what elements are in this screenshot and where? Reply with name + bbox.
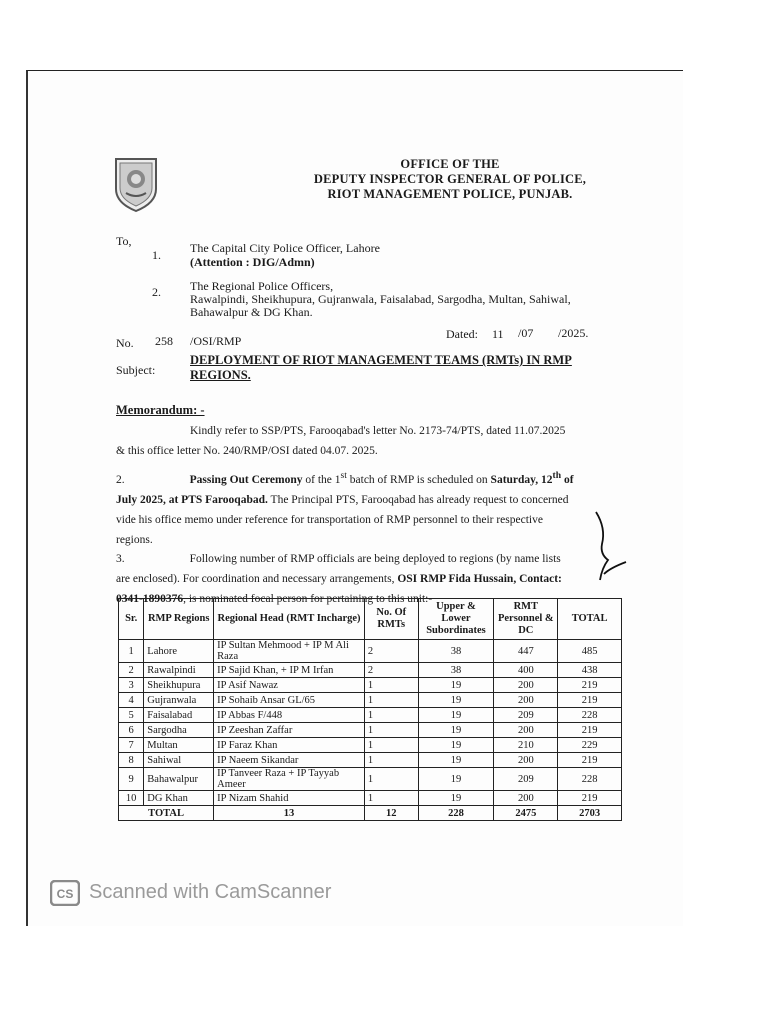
cell-regional-head: IP Nizam Shahid bbox=[214, 791, 365, 806]
cell-total: 219 bbox=[558, 791, 622, 806]
office-header bbox=[300, 157, 600, 202]
cell-region: Faisalabad bbox=[144, 708, 214, 723]
cell-total: 228 bbox=[558, 768, 622, 791]
dated-month: /07 bbox=[518, 326, 534, 340]
cell-no-of-rmts: 2 bbox=[364, 663, 418, 678]
cell-sr: 10 bbox=[119, 791, 144, 806]
cell-subordinates: 19 bbox=[418, 708, 494, 723]
cell-sr: 9 bbox=[119, 768, 144, 791]
recipient-2-line-1: The Regional Police Officers, bbox=[190, 279, 334, 293]
cell-sr: 1 bbox=[119, 640, 144, 663]
cell-rmt-personnel: 447 bbox=[494, 640, 558, 663]
cell-region: Sahiwal bbox=[144, 753, 214, 768]
cell-regional-head: IP Sajid Khan, + IP M Irfan bbox=[214, 663, 365, 678]
recipient-1-number: 1. bbox=[152, 248, 161, 262]
paragraph-2 bbox=[116, 466, 594, 550]
dated-year: /2025. bbox=[558, 326, 589, 340]
header-line-2: DEPUTY INSPECTOR GENERAL OF POLICE, bbox=[313, 172, 587, 186]
paragraph-1 bbox=[116, 421, 594, 461]
header-total: TOTAL bbox=[558, 599, 622, 640]
para2-sup-1: st bbox=[340, 470, 347, 481]
header-line-3: RIOT MANAGEMENT POLICE, PUNJAB. bbox=[327, 187, 573, 201]
cell-sr: 3 bbox=[119, 678, 144, 693]
table-body bbox=[119, 640, 622, 806]
to-label: To, bbox=[116, 234, 132, 248]
table-total-row bbox=[119, 806, 622, 821]
cell-total: 219 bbox=[558, 753, 622, 768]
cell-rmt-personnel: 200 bbox=[494, 791, 558, 806]
cell-rmt-personnel: 200 bbox=[494, 693, 558, 708]
para2-bold-3: of bbox=[561, 473, 574, 486]
cell-regional-head: IP Tanveer Raza + IP Tayyab Ameer bbox=[214, 768, 365, 791]
cell-total: 485 bbox=[558, 640, 622, 663]
para3-line-1 bbox=[116, 549, 594, 569]
cell-rmt-personnel: 210 bbox=[494, 738, 558, 753]
ref-no-number: 258 bbox=[155, 334, 173, 348]
cell-regional-head: IP Sultan Mehmood + IP M Ali Raza bbox=[214, 640, 365, 663]
para2-bold-4: July 2025, at PTS Farooqabad. bbox=[116, 493, 268, 506]
cell-rmt-personnel: 200 bbox=[494, 678, 558, 693]
para2-number: 2. bbox=[116, 473, 125, 486]
cell-rmt-personnel: 200 bbox=[494, 723, 558, 738]
para3-bold-2: 0341-1890376 bbox=[116, 593, 184, 605]
para1-line-2: & this office letter No. 240/RMP/OSI dated 04.07. 2025. bbox=[116, 445, 378, 457]
camscanner-watermark: Scanned with CamScanner bbox=[89, 881, 332, 903]
para2-text-3: The Principal PTS, Farooqabad has already request to concerned bbox=[267, 493, 569, 506]
para2-bold-2: Saturday, 12 bbox=[490, 473, 553, 486]
cell-sr: 8 bbox=[119, 753, 144, 768]
cell-region: Lahore bbox=[144, 640, 214, 663]
total-subordinates: 228 bbox=[418, 806, 494, 821]
cell-region: Bahawalpur bbox=[144, 768, 214, 791]
table-header-row bbox=[119, 599, 622, 640]
cell-no-of-rmts: 1 bbox=[364, 753, 418, 768]
cell-subordinates: 19 bbox=[418, 791, 494, 806]
header-regional-head: Regional Head (RMT Incharge) bbox=[214, 599, 365, 640]
cell-no-of-rmts: 2 bbox=[364, 640, 418, 663]
para2-line-4: regions. bbox=[116, 533, 153, 546]
cell-rmt-personnel: 209 bbox=[494, 708, 558, 723]
cell-regional-head: IP Zeeshan Zaffar bbox=[214, 723, 365, 738]
cell-subordinates: 19 bbox=[418, 753, 494, 768]
para2-line-3: vide his office memo under reference for transportation of RMP personnel to their respective bbox=[116, 513, 543, 526]
header-subordinates: Upper & Lower Subordinates bbox=[418, 599, 494, 640]
cell-regional-head: IP Asif Nawaz bbox=[214, 678, 365, 693]
header-regions: RMP Regions bbox=[144, 599, 214, 640]
police-seal-logo bbox=[112, 155, 160, 213]
header-line-1: OFFICE OF THE bbox=[400, 157, 500, 171]
recipient-2-line-2: Rawalpindi, Sheikhupura, Gujranwala, Faisalabad, Sargodha, Multan, Sahiwal, bbox=[190, 292, 571, 306]
table-row bbox=[119, 708, 622, 723]
para3-text-3: , is nominated focal person for pertaining to this unit:- bbox=[183, 593, 433, 605]
cell-region: Sheikhupura bbox=[144, 678, 214, 693]
cell-sr: 4 bbox=[119, 693, 144, 708]
header-rmt-personnel: RMT Personnel & DC bbox=[494, 599, 558, 640]
cell-region: DG Khan bbox=[144, 791, 214, 806]
recipient-2-line-3: Bahawalpur & DG Khan. bbox=[190, 305, 313, 319]
para3-bold-1: OSI RMP Fida Hussain, Contact: bbox=[397, 573, 562, 585]
para2-text-2: batch of RMP is scheduled on bbox=[346, 473, 491, 486]
para3-line-2 bbox=[116, 569, 594, 589]
total-personnel: 2475 bbox=[494, 806, 558, 821]
ref-no-suffix: /OSI/RMP bbox=[190, 334, 242, 348]
table-row bbox=[119, 663, 622, 678]
cell-sr: 6 bbox=[119, 723, 144, 738]
cell-rmt-personnel: 209 bbox=[494, 768, 558, 791]
subject-label: Subject: bbox=[116, 363, 156, 377]
cell-no-of-rmts: 1 bbox=[364, 693, 418, 708]
cell-region: Gujranwala bbox=[144, 693, 214, 708]
ref-no-label: No. bbox=[116, 336, 134, 350]
header-sr: Sr. bbox=[119, 599, 144, 640]
memorandum-text: Memorandum: - bbox=[116, 403, 205, 417]
table-row bbox=[119, 753, 622, 768]
cell-subordinates: 19 bbox=[418, 768, 494, 791]
deployment-table bbox=[118, 598, 622, 821]
cell-no-of-rmts: 1 bbox=[364, 738, 418, 753]
handwritten-brace-mark bbox=[592, 510, 632, 590]
dated-day: 11 bbox=[492, 327, 504, 341]
para3-number: 3. bbox=[116, 553, 125, 565]
table-row bbox=[119, 738, 622, 753]
para2-line-2 bbox=[116, 490, 594, 510]
dated-label: Dated: bbox=[446, 327, 478, 341]
cell-no-of-rmts: 1 bbox=[364, 768, 418, 791]
table-row bbox=[119, 791, 622, 806]
cell-total: 229 bbox=[558, 738, 622, 753]
cell-sr: 7 bbox=[119, 738, 144, 753]
cell-no-of-rmts: 1 bbox=[364, 708, 418, 723]
camscanner-logo-text: CS bbox=[56, 887, 74, 901]
cell-subordinates: 38 bbox=[418, 640, 494, 663]
cell-subordinates: 19 bbox=[418, 738, 494, 753]
para2-sup-2: th bbox=[552, 470, 562, 481]
table-row bbox=[119, 678, 622, 693]
total-rmts: 12 bbox=[364, 806, 418, 821]
cell-regional-head: IP Faraz Khan bbox=[214, 738, 365, 753]
cell-rmt-personnel: 200 bbox=[494, 753, 558, 768]
total-label: TOTAL bbox=[119, 806, 214, 821]
cell-regional-head: IP Abbas F/448 bbox=[214, 708, 365, 723]
para2-bold-1: Passing Out Ceremony bbox=[189, 473, 303, 486]
memorandum-heading bbox=[116, 403, 205, 418]
para2-line-1 bbox=[116, 466, 594, 490]
cell-total: 219 bbox=[558, 678, 622, 693]
cell-subordinates: 19 bbox=[418, 723, 494, 738]
cell-no-of-rmts: 1 bbox=[364, 678, 418, 693]
recipient-1-line-1: The Capital City Police Officer, Lahore bbox=[190, 241, 380, 255]
cell-regional-head: IP Naeem Sikandar bbox=[214, 753, 365, 768]
cell-subordinates: 19 bbox=[418, 693, 494, 708]
cell-sr: 2 bbox=[119, 663, 144, 678]
cell-region: Multan bbox=[144, 738, 214, 753]
subject-text: DEPLOYMENT OF RIOT MANAGEMENT TEAMS (RMTs) IN RMP REGIONS. bbox=[190, 353, 572, 382]
cell-subordinates: 19 bbox=[418, 678, 494, 693]
cell-no-of-rmts: 1 bbox=[364, 791, 418, 806]
para3-text-1: Following number of RMP officials are being deployed to regions (by name lists bbox=[189, 553, 561, 565]
cell-total: 438 bbox=[558, 663, 622, 678]
cell-sr: 5 bbox=[119, 708, 144, 723]
cell-rmt-personnel: 400 bbox=[494, 663, 558, 678]
total-grand: 2703 bbox=[558, 806, 622, 821]
table-row bbox=[119, 768, 622, 791]
para3-text-2: are enclosed). For coordination and necessary arrangements, bbox=[116, 573, 398, 585]
para2-text-1: of the 1 bbox=[302, 473, 341, 486]
cell-no-of-rmts: 1 bbox=[364, 723, 418, 738]
camscanner-logo-icon bbox=[50, 880, 80, 906]
table-row bbox=[119, 723, 622, 738]
cell-subordinates: 38 bbox=[418, 663, 494, 678]
para1-line-1: Kindly refer to SSP/PTS, Farooqabad's letter No. 2173-74/PTS, dated 11.07.2025 bbox=[190, 425, 566, 437]
cell-region: Rawalpindi bbox=[144, 663, 214, 678]
header-no-of-rmts: No. Of RMTs bbox=[364, 599, 418, 640]
cell-total: 228 bbox=[558, 708, 622, 723]
cell-regional-head: IP Sohaib Ansar GL/65 bbox=[214, 693, 365, 708]
recipient-2-number: 2. bbox=[152, 285, 161, 299]
cell-total: 219 bbox=[558, 723, 622, 738]
table-row bbox=[119, 693, 622, 708]
cell-region: Sargodha bbox=[144, 723, 214, 738]
table-row bbox=[119, 640, 622, 663]
total-heads: 13 bbox=[214, 806, 365, 821]
cell-total: 219 bbox=[558, 693, 622, 708]
recipient-1-line-2: (Attention : DIG/Admn) bbox=[190, 255, 315, 269]
